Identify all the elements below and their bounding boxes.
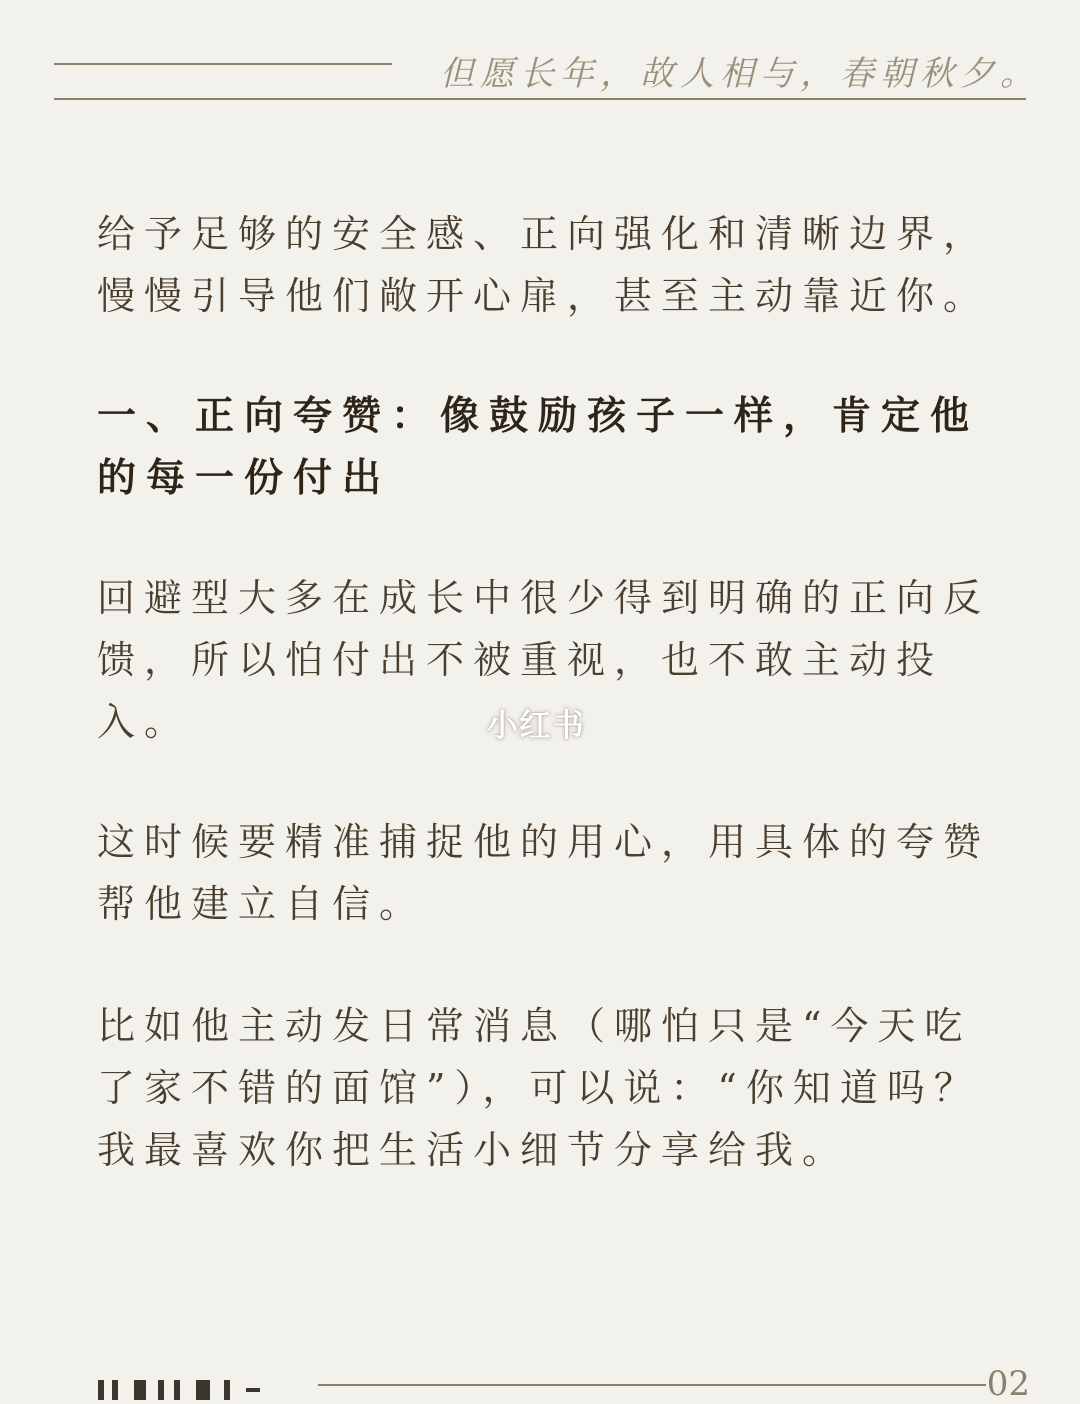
body-paragraph-1: 回避型大多在成长中很少得到明确的正向反馈，所以怕付出不被重视，也不敢主动投入。	[97, 576, 991, 744]
body-paragraph-3: 比如他主动发日常消息（哪怕只是“今天吃了家不错的面馆”），可以说：“你知道吗？我最喜欢你把生活小细节分享给我。	[97, 1004, 981, 1172]
footer-cropped-glyphs	[96, 1374, 276, 1400]
body-paragraph-2: 这时候要精准捕捉他的用心，用具体的夸赞帮他建立自信。	[97, 820, 991, 926]
header-rule-short	[54, 63, 392, 65]
intro-paragraph: 给予足够的安全感、正向强化和清晰边界，慢慢引导他们敞开心扉，甚至主动靠近你。	[97, 212, 991, 318]
page-number: 02	[986, 1364, 1030, 1404]
section-heading: 一、正向夸赞：像鼓励孩子一样，肯定他的每一份付出	[97, 393, 980, 501]
xiaohongshu-watermark: 小红书	[486, 706, 586, 744]
header-rule-long	[54, 98, 1026, 100]
footer-rule	[318, 1384, 986, 1386]
header-motto: 但愿长年，故人相与，春朝秋夕。	[440, 54, 1040, 94]
